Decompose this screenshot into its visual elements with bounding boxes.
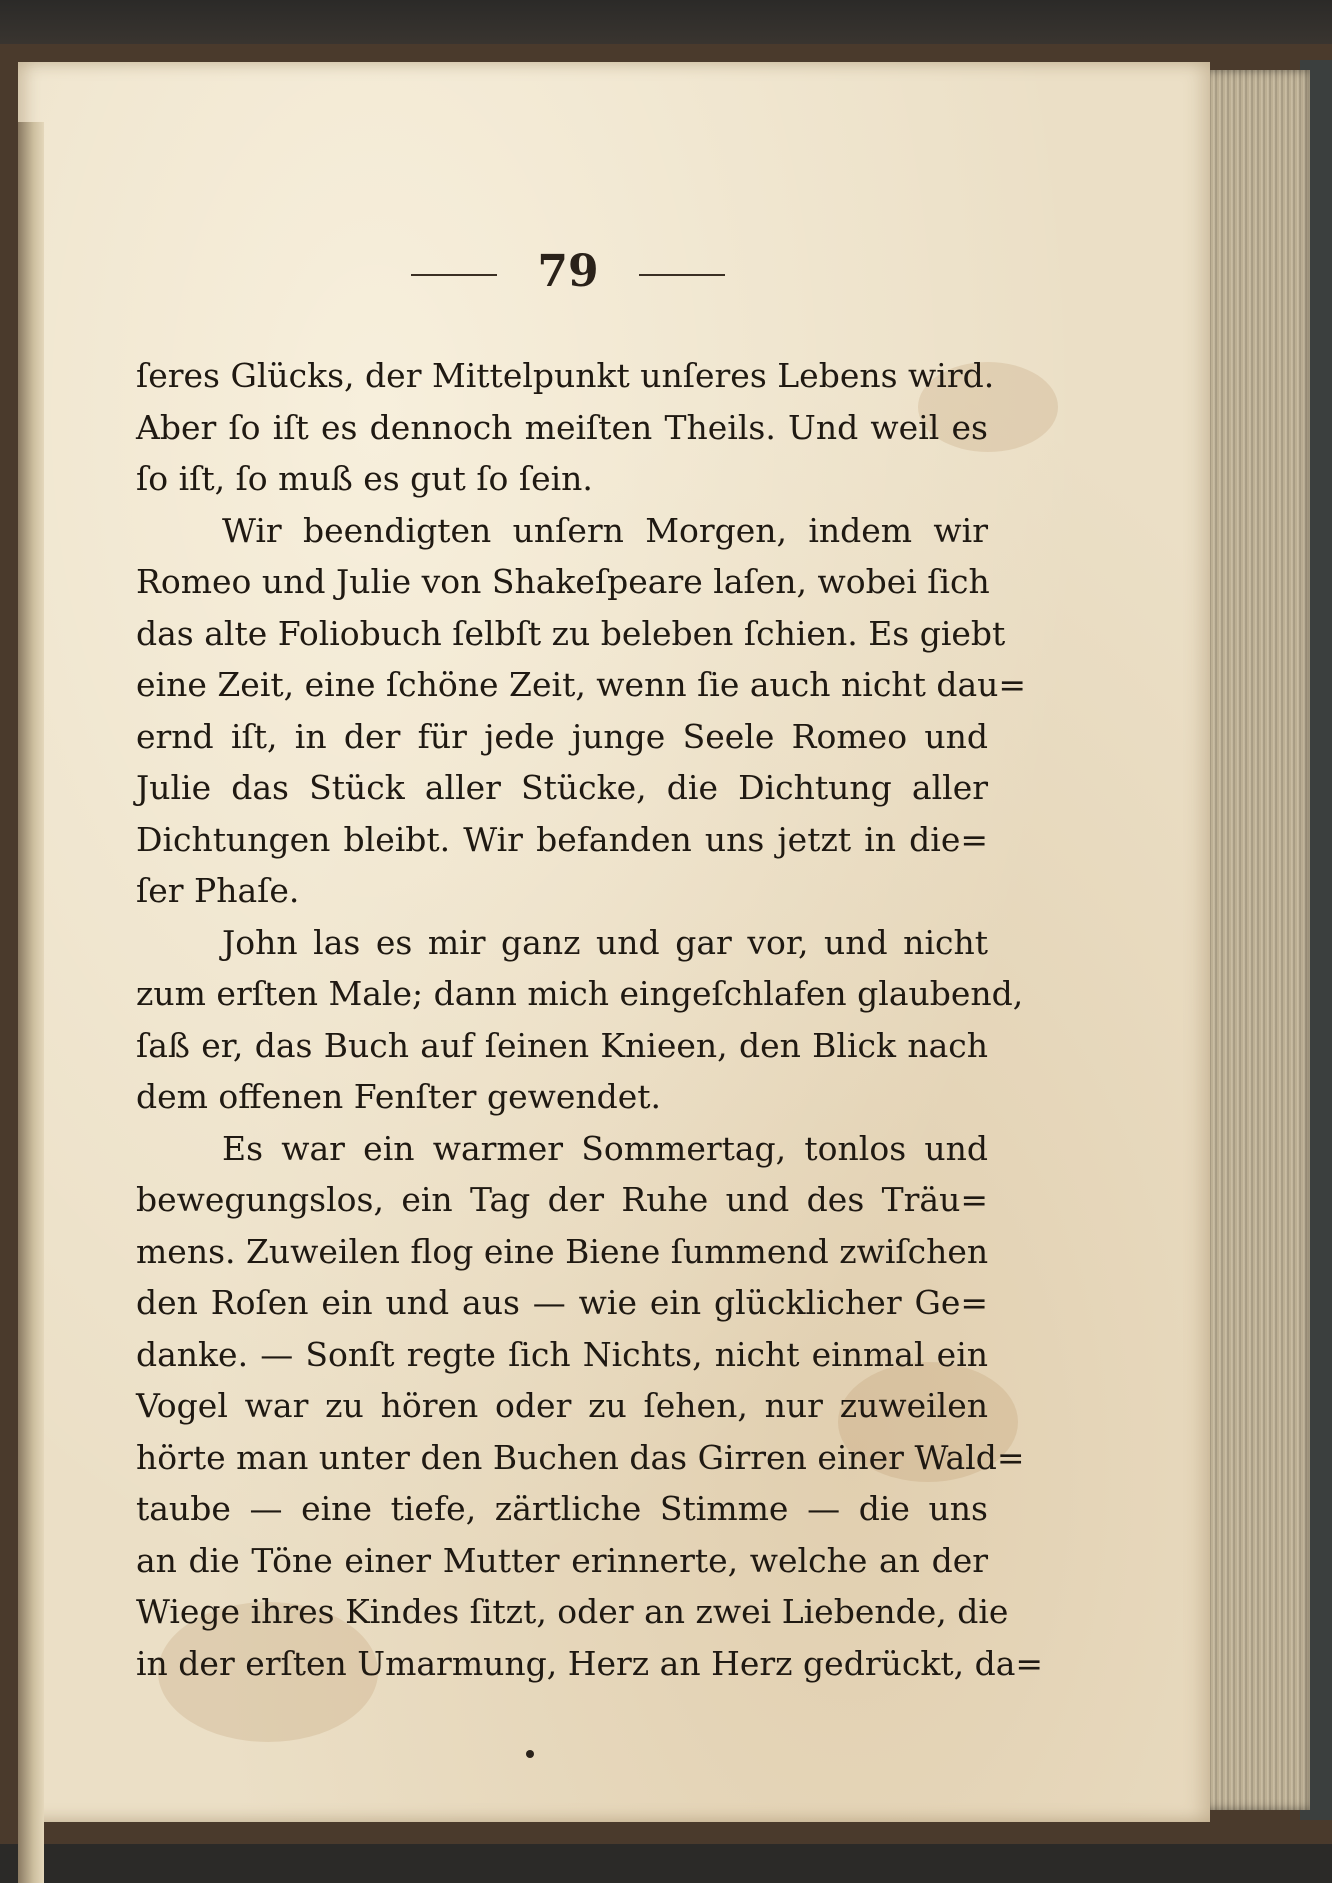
text-line: zum erſten Male; dann mich eingeſchlafen glaubend,: [136, 974, 1024, 1013]
text-line: den Roſen ein und aus — wie ein glücklicher Ge=: [136, 1283, 988, 1322]
text-line: mens. Zuweilen flog eine Biene ſummend zwiſchen: [136, 1231, 989, 1271]
text-line: danke. — Sonſt regte ſich Nichts, nicht einmal ein: [136, 1334, 988, 1374]
page-number: 79: [537, 246, 599, 297]
text-line: eine Zeit, eine ſchöne Zeit, wenn ſie auch nicht dau=: [136, 665, 1027, 704]
text-line: bewegungslos, ein Tag der Ruhe und des Träu=: [136, 1180, 988, 1219]
text-line: das alte Foliobuch ſelbſt zu beleben ſchien. Es giebt: [136, 613, 1006, 653]
text-line: an die Töne einer Mutter erinnerte, welche an der: [136, 1540, 988, 1580]
header-rule-right: [639, 274, 725, 276]
text-line: Wiege ihres Kindes ſitzt, oder an zwei Liebende, die: [136, 1592, 1009, 1631]
text-line: ſo iſt, ſo muß es gut ſo ſein.: [136, 459, 593, 498]
header-rule-left: [411, 274, 497, 276]
page-stack-edge: [1200, 70, 1310, 1810]
text-line: Es war ein warmer Sommertag, tonlos und: [222, 1128, 988, 1168]
text-line: Vogel war zu hören oder zu ſehen, nur zuweilen: [136, 1386, 988, 1425]
text-line: Romeo und Julie von Shakeſpeare laſen, wobei ſich: [136, 562, 990, 601]
text-line: Dichtungen bleibt. Wir befanden uns jetzt in die=: [136, 819, 988, 859]
text-line: ſeres Glücks, der Mittelpunkt unſeres Lebens wird.: [136, 356, 995, 395]
text-line: Wir beendigten unſern Morgen, indem wir: [222, 510, 988, 550]
text-line: ernd iſt, in der für jede junge Seele Romeo und: [136, 716, 988, 756]
page-header: [18, 246, 1118, 297]
footer-dot: [526, 1750, 534, 1758]
text-line: John las es mir ganz und gar vor, und nicht: [222, 922, 988, 962]
text-line: in der erſten Umarmung, Herz an Herz gedrückt, da=: [136, 1643, 1044, 1683]
text-line: ſer Phaſe.: [136, 871, 300, 910]
text-line: dem offenen Fenſter gewendet.: [136, 1077, 662, 1116]
body-text: [136, 350, 1044, 1689]
text-line: Aber ſo iſt es dennoch meiſten Theils. Und weil es: [136, 407, 988, 447]
text-line: taube — eine tiefe, zärtliche Stimme — die uns: [136, 1489, 988, 1528]
text-line: ſaß er, das Buch auf ſeinen Knieen, den Blick nach: [136, 1025, 988, 1065]
page-gutter: [18, 122, 44, 1883]
text-line: hörte man unter den Buchen das Girren einer Wald=: [136, 1437, 1025, 1477]
book-page: [18, 62, 1210, 1822]
text-line: Julie das Stück aller Stücke, die Dichtung aller: [136, 768, 988, 807]
